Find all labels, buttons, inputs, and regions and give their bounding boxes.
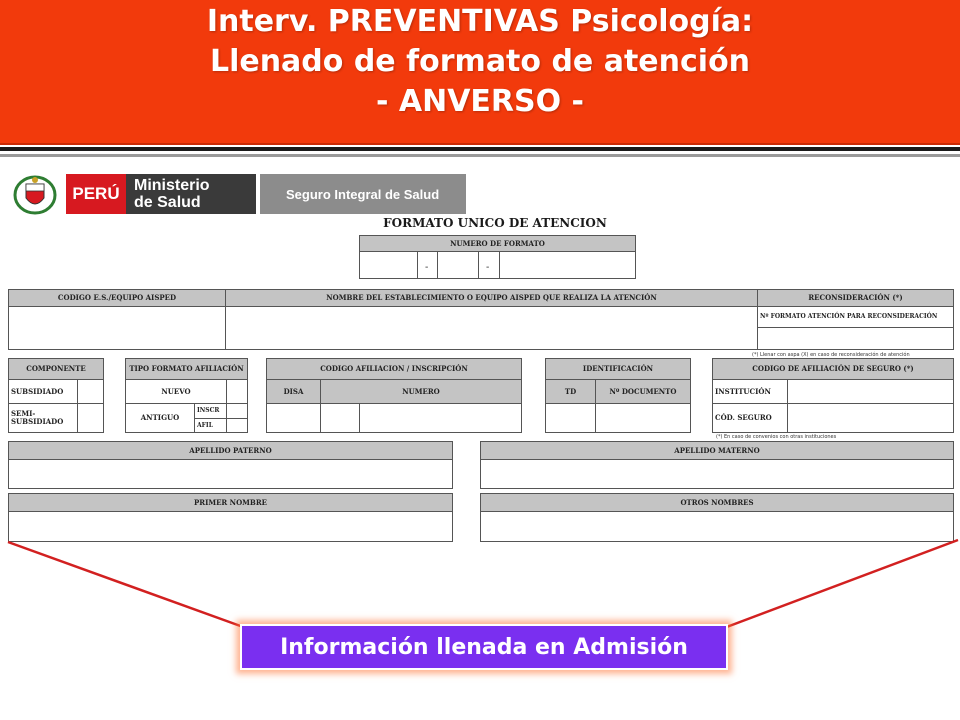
- componente-header: COMPONENTE: [8, 358, 104, 380]
- numero-formato-header: NUMERO DE FORMATO: [359, 235, 636, 252]
- semi-subsidiado-checkbox[interactable]: [77, 403, 104, 433]
- seguro-note: (*) En caso de convenios con otras instituciones: [716, 434, 837, 440]
- nuevo-label: NUEVO: [125, 379, 227, 404]
- disa-field[interactable]: [266, 403, 321, 433]
- tipo-formato-header: TIPO FORMATO AFILIACIÓN: [125, 358, 248, 380]
- apellido-materno-header: APELLIDO MATERNO: [480, 441, 954, 460]
- peru-coat-of-arms-icon: [12, 172, 58, 218]
- afil-checkbox[interactable]: [226, 418, 248, 433]
- n-formato-reconsideracion-label: Nº FORMATO ATENCIÓN PARA RECONSIDERACIÓN: [757, 306, 954, 328]
- ministerio-line-1: Ministerio: [134, 177, 210, 194]
- n-formato-reconsideracion-field[interactable]: [757, 327, 954, 350]
- cod-seguro-field[interactable]: [787, 403, 954, 433]
- apellido-materno-field[interactable]: [480, 459, 954, 489]
- reconsideracion-header: RECONSIDERACIÓN (*): [757, 289, 954, 307]
- banner-line-1: Interv. PREVENTIVAS Psicología:: [206, 4, 754, 39]
- numero-formato-cell-3[interactable]: [437, 251, 479, 279]
- form-title: FORMATO UNICO DE ATENCION: [383, 216, 607, 230]
- codigo-es-field[interactable]: [8, 306, 226, 350]
- numero-formato-cell-5[interactable]: [499, 251, 636, 279]
- codigo-es-header: CODIGO E.S./EQUIPO AISPED: [8, 289, 226, 307]
- otros-nombres-header: OTROS NOMBRES: [480, 493, 954, 512]
- peru-logo: PERÚ: [66, 174, 126, 214]
- otros-nombres-field[interactable]: [480, 511, 954, 542]
- antiguo-label: ANTIGUO: [125, 403, 195, 433]
- callout-line-right: [724, 540, 958, 628]
- numero-field-2[interactable]: [359, 403, 522, 433]
- codigo-seguro-header: CODIGO DE AFILIACIÓN DE SEGURO (*): [712, 358, 954, 380]
- primer-nombre-header: PRIMER NOMBRE: [8, 493, 453, 512]
- numero-formato-dash-1: -: [425, 262, 429, 273]
- numero-header: NUMERO: [320, 379, 522, 404]
- subsidiado-label: SUBSIDIADO: [8, 379, 78, 404]
- td-header: TD: [545, 379, 596, 404]
- afil-label: AFIL: [194, 418, 227, 433]
- inscr-label: INSCR: [194, 403, 227, 419]
- reconsideracion-note: (*) Llenar con aspa (X) en caso de reconsideración de atención: [752, 352, 910, 358]
- semi-subsidiado-label: SEMI- SUBSIDIADO: [8, 403, 78, 433]
- title-banner: [0, 0, 960, 145]
- n-documento-field[interactable]: [595, 403, 691, 433]
- institucion-field[interactable]: [787, 379, 954, 404]
- td-field[interactable]: [545, 403, 596, 433]
- banner-divider-grey: [0, 154, 960, 157]
- disa-header: DISA: [266, 379, 321, 404]
- apellido-paterno-header: APELLIDO PATERNO: [8, 441, 453, 460]
- banner-divider-black: [0, 147, 960, 151]
- admision-callout: Información llenada en Admisión: [240, 624, 728, 670]
- banner-line-3: - ANVERSO -: [375, 84, 585, 119]
- inscr-checkbox[interactable]: [226, 403, 248, 419]
- ministerio-line-2: de Salud: [134, 194, 201, 211]
- nuevo-checkbox[interactable]: [226, 379, 248, 404]
- ministerio-salud-logo: [126, 174, 256, 214]
- identificacion-header: IDENTIFICACIÓN: [545, 358, 691, 380]
- numero-formato-dash-2: -: [486, 262, 490, 273]
- numero-field-1[interactable]: [320, 403, 360, 433]
- n-documento-header: Nº DOCUMENTO: [595, 379, 691, 404]
- numero-formato-cell-1[interactable]: [359, 251, 418, 279]
- banner-line-2: Llenado de formato de atención: [209, 44, 751, 79]
- nombre-establecimiento-header: NOMBRE DEL ESTABLECIMIENTO O EQUIPO AISPED QUE REALIZA LA ATENCIÓN: [225, 289, 758, 307]
- primer-nombre-field[interactable]: [8, 511, 453, 542]
- subsidiado-checkbox[interactable]: [77, 379, 104, 404]
- nombre-establecimiento-field[interactable]: [225, 306, 758, 350]
- cod-seguro-label: CÓD. SEGURO: [712, 403, 788, 433]
- codigo-afiliacion-header: CODIGO AFILIACION / INSCRIPCIÓN: [266, 358, 522, 380]
- apellido-paterno-field[interactable]: [8, 459, 453, 489]
- seguro-integral-logo: Seguro Integral de Salud: [260, 174, 466, 214]
- institucion-label: INSTITUCIÓN: [712, 379, 788, 404]
- callout-line-left: [8, 542, 246, 628]
